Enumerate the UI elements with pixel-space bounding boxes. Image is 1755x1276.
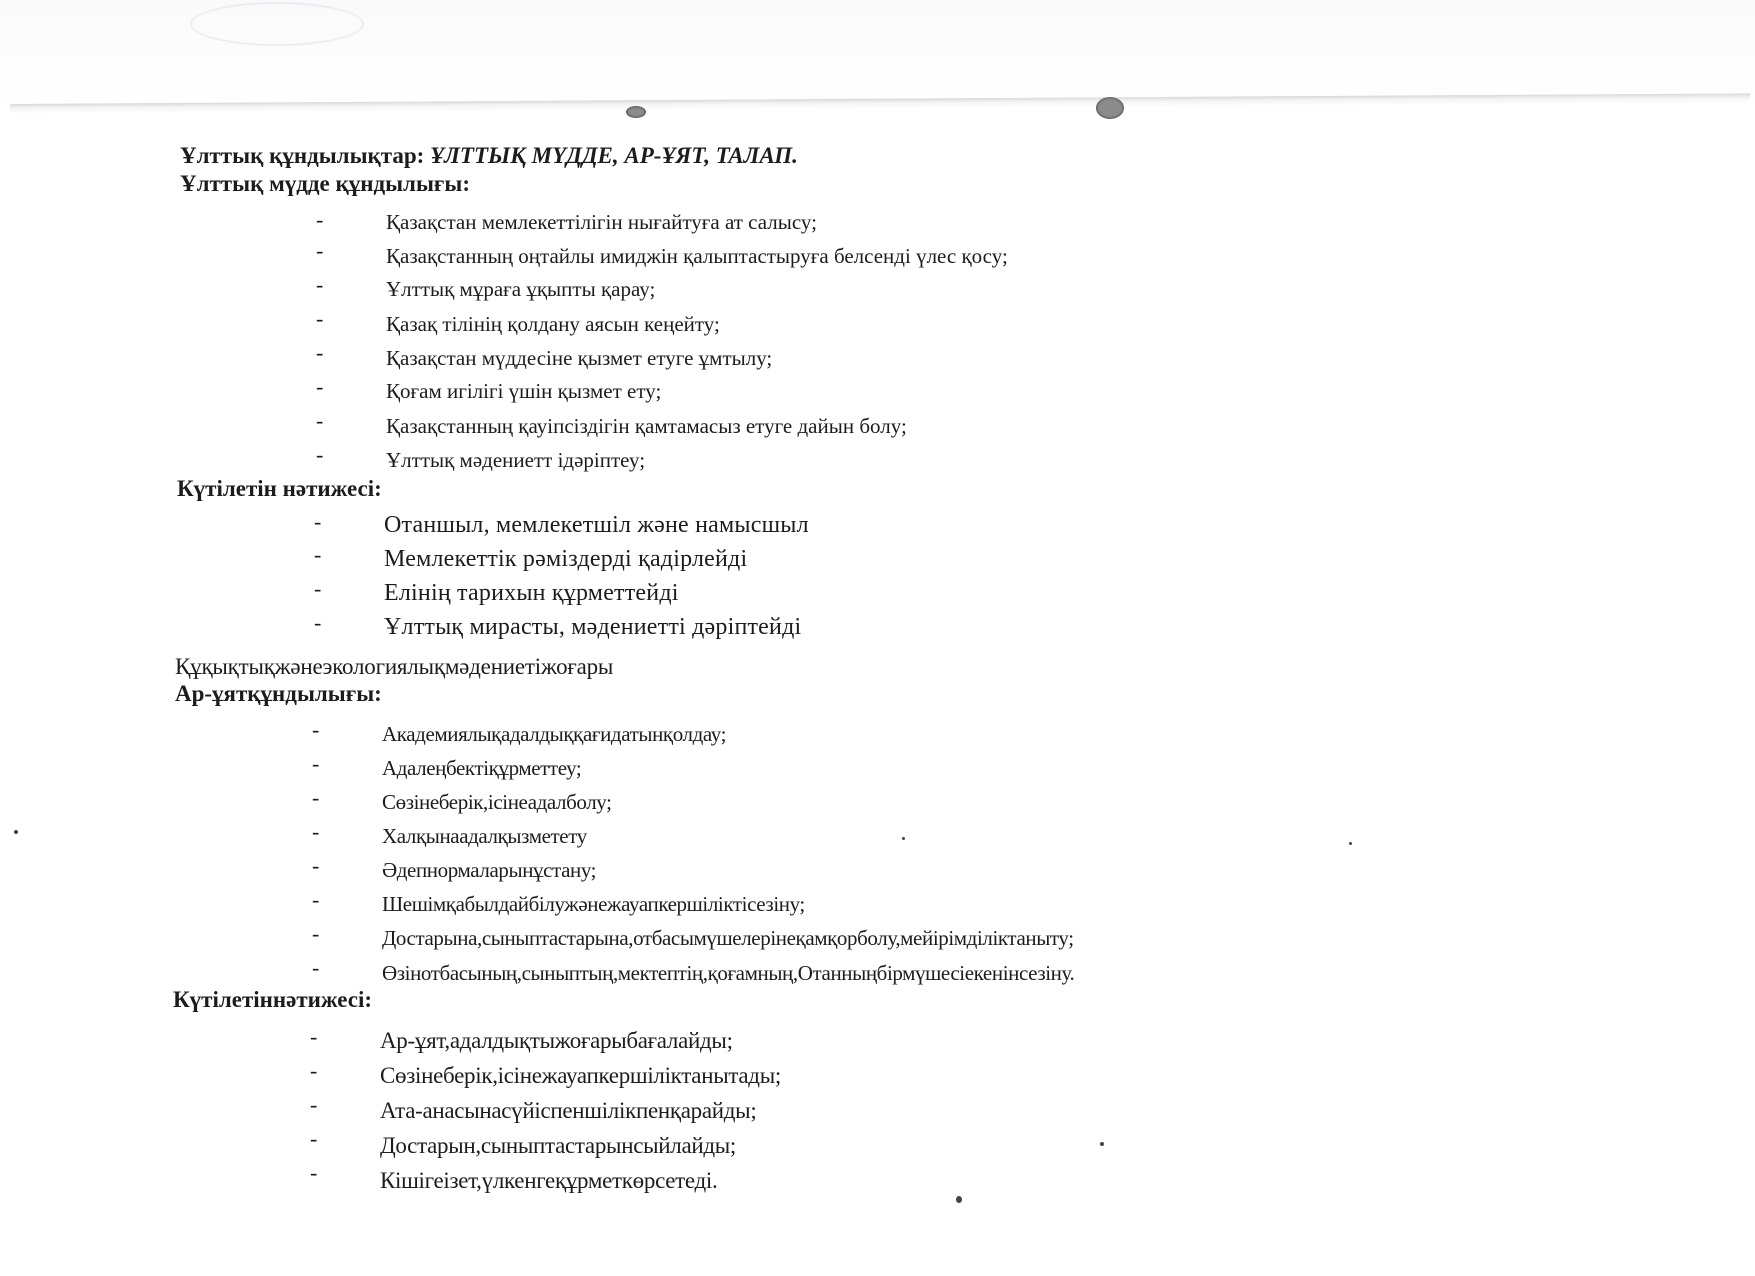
subsection-title-national-interest: Ұлттық мүдде құндылығы: [180,171,470,196]
list-dash: - [316,238,324,263]
list-item: Ұлттық мәдениетт ідәріптеу; [386,448,646,472]
list-dash: - [316,374,324,399]
list-dash: - [312,819,320,844]
list-dash: - [316,207,324,232]
list-dash: - [316,340,324,365]
list-item: Сөзінеберік,ісінежауапкершіліктанытады; [380,1063,781,1088]
section-title-expected-result: Күтілетін нәтижесі: [177,476,382,501]
list-item: Достарын,сыныптастарынсыйлайды; [380,1133,737,1158]
list-item: Қазақстанның қауіпсіздігін қамтамасыз етуге дайын болу; [386,414,907,438]
list-dash: - [310,1160,318,1185]
list-dash: - [316,272,324,297]
list-dash: - [310,1126,318,1151]
list-dash: - [312,785,320,810]
list-dash: - [312,955,320,980]
list-dash: - [312,921,320,946]
list-item: Қазақстан мүддесіне қызмет етуге ұмтылу; [386,346,773,370]
list-item: Халқынаадалқызметету [382,824,587,848]
list-item: Сөзінеберік,ісінеадалболу; [382,790,612,814]
list-dash: - [316,306,324,331]
list-dash: - [316,442,324,467]
list-item: Әдепнормаларынұстану; [382,858,597,882]
list-dash: - [314,542,322,567]
list-item: Шешімқабылдайбілужәнежауапкершіліктісезіну; [382,892,805,916]
plain-text-line: Құқықтықжәнеэкологиялықмәдениетіжоғары [175,654,614,679]
section-title-values [180,143,798,169]
list-item: Ұлттық мұраға ұқыпты қарау; [386,277,656,301]
list-dash: - [310,1024,318,1049]
list-dash: - [314,610,322,635]
section-title-conscience: Ар-ұятқұндылығы: [175,681,382,706]
list-item: Қазақ тілінің қолдану аясын кеңейту; [386,312,720,336]
list-item: Академиялықадалдыққағидатынқолдау; [382,722,727,746]
list-item: Кішігеізет,үлкенгеқұрметкөрсетеді. [380,1168,718,1193]
list-dash: - [310,1058,318,1083]
list-item: Мемлекеттік рәміздерді қадірлейді [384,546,748,572]
list-item: Өзінотбасының,сыныптың,мектептің,қоғамның,Отанныңбірмүшесіекенінсезіну. [382,961,1075,985]
list-dash: - [312,853,320,878]
list-item: Адалеңбектіқұрметтеу; [382,756,582,780]
list-item: Ұлттық мирасты, мәдениетті дәріптейді [384,614,802,640]
list-item: Елінің тарихын құрметтейді [384,580,679,606]
list-item: Ар-ұят,адалдықтыжоғарыбағалайды; [380,1028,733,1053]
list-item: Қоғам игілігі үшін қызмет ету; [386,379,662,403]
list-dash: - [312,887,320,912]
list-item: Қазақстанның оңтайлы имиджін қалыптастыруға белсенді үлес қосу; [386,244,1008,268]
list-dash: - [312,751,320,776]
list-item: Отаншыл, мемлекетшіл және намысшыл [384,512,809,538]
title-emphasis: ҰЛТТЫҚ МҮДДЕ, АР-ҰЯТ, ТАЛАП. [430,143,798,168]
list-item: Қазақстан мемлекеттілігін нығайтуға ат салысу; [386,210,817,234]
section-title-expected-result-2: Күтілетіннәтижесі: [173,987,373,1012]
title-prefix: Ұлттық құндылықтар: [180,143,431,168]
list-dash: - [310,1092,318,1117]
list-item: Ата-анасынасүйіспеншілікпенқарайды; [380,1098,757,1123]
list-dash: - [314,509,322,534]
list-dash: - [312,717,320,742]
list-item: Достарына,сыныптастарына,отбасымүшелерінеқамқорболу,мейірімділіктаныту; [382,926,1074,950]
list-dash: - [316,408,324,433]
list-dash: - [314,576,322,601]
